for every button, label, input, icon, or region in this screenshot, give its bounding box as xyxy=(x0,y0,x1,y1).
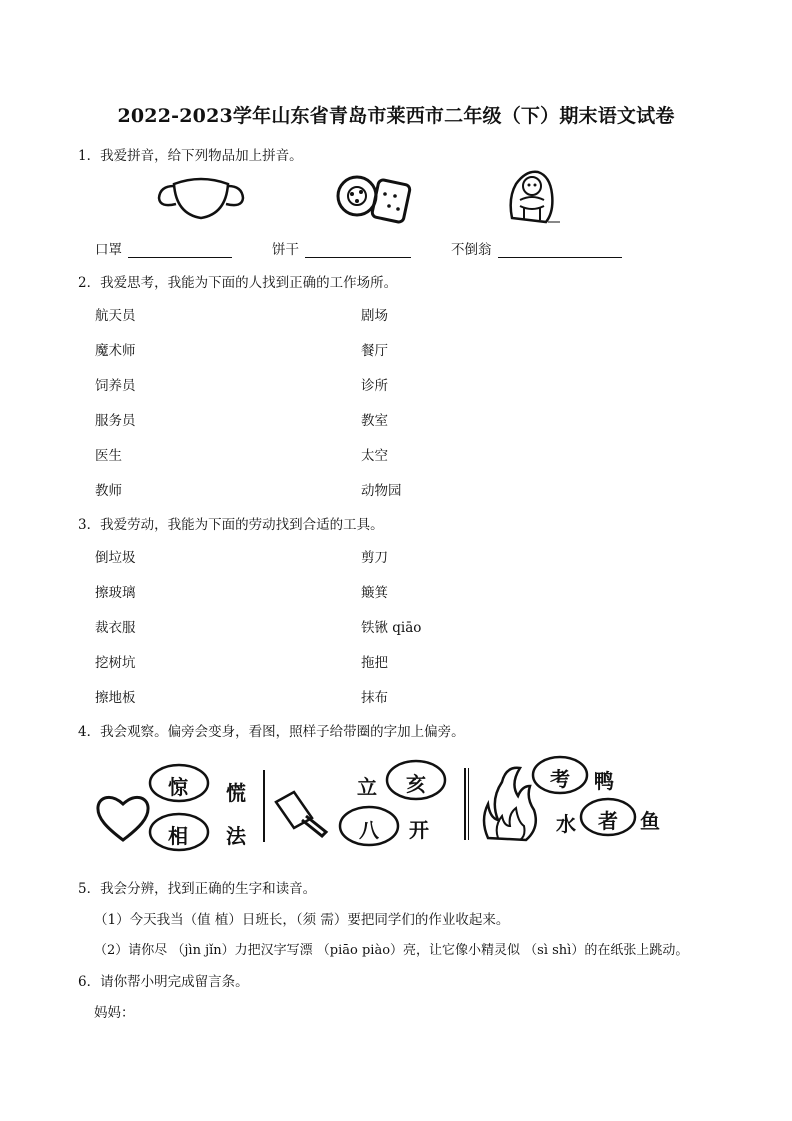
q2-left-item: 饲养员 xyxy=(95,378,136,394)
q2-right-item: 剧场 xyxy=(361,308,388,324)
circled-char: 惊 xyxy=(168,775,188,799)
page-title: 2022-2023学年山东省青岛市莱西市二年级（下）期末语文试卷 xyxy=(117,105,675,127)
q2-right-item: 教室 xyxy=(361,413,388,429)
tumbler-label: 不倒翁 xyxy=(451,238,622,258)
q3-right-item: 剪刀 xyxy=(361,550,388,566)
divider xyxy=(263,770,265,842)
q2-left-item: 服务员 xyxy=(95,413,136,429)
q2-right-item: 动物园 xyxy=(361,483,402,499)
circled-char: 相 xyxy=(168,824,188,848)
q2-right-item: 诊所 xyxy=(361,378,388,394)
circled-char: 八 xyxy=(359,818,379,842)
q3-left-item: 擦玻璃 xyxy=(95,585,136,601)
heart-image xyxy=(95,792,151,848)
divider xyxy=(468,768,469,840)
question-4-prompt: 4．我会观察。偏旁会变身，看图，照样子给带圈的字加上偏旁。 xyxy=(78,724,465,740)
question-5-line-2: （2）请你尽 （jìn jǐn）力把汉字写漂 （piāo piào）亮，让它像小精灵似 （sì shì）的在纸张上跳动。 xyxy=(94,943,689,958)
q3-right-item: 拖把 xyxy=(361,655,388,671)
divider xyxy=(464,768,466,840)
q2-left-item: 魔术师 xyxy=(95,343,136,359)
mask-image xyxy=(156,176,246,222)
q3-right-item: 簸箕 xyxy=(361,585,388,601)
plain-char: 法 xyxy=(226,824,246,848)
q2-right-item: 太空 xyxy=(361,448,388,464)
q2-left-item: 航天员 xyxy=(95,308,136,324)
q3-right-item: 铁锹 qiāo xyxy=(361,620,422,636)
question-3-prompt: 3．我爱劳动，我能为下面的劳动找到合适的工具。 xyxy=(78,517,384,533)
note-greeting: 妈妈： xyxy=(94,1005,135,1021)
q3-left-item: 裁衣服 xyxy=(95,620,136,636)
biscuit-label: 饼干 xyxy=(272,238,411,258)
q3-left-item: 倒垃圾 xyxy=(95,550,136,566)
plain-char: 鱼 xyxy=(640,809,660,833)
biscuit-image xyxy=(335,172,415,224)
question-5-line-1: （1）今天我当（值 植）日班长，（须 需）要把同学们的作业收起来。 xyxy=(94,912,510,928)
question-5-prompt: 5．我会分辨，找到正确的生字和读音。 xyxy=(78,881,317,897)
plain-char: 开 xyxy=(409,818,429,842)
mask-pinyin-blank[interactable] xyxy=(128,243,232,258)
plain-char: 慌 xyxy=(226,781,246,805)
q3-left-item: 擦地板 xyxy=(95,690,136,706)
tumbler-pinyin-blank[interactable] xyxy=(498,243,622,258)
question-6-prompt: 6．请你帮小明完成留言条。 xyxy=(78,974,249,990)
q2-right-item: 餐厅 xyxy=(361,343,388,359)
knife-image xyxy=(272,790,332,844)
q2-left-item: 教师 xyxy=(95,483,122,499)
plain-char: 立 xyxy=(357,775,377,799)
biscuit-pinyin-blank[interactable] xyxy=(305,243,411,258)
plain-char: 水 xyxy=(556,812,576,836)
circled-char: 考 xyxy=(550,767,570,791)
q2-left-item: 医生 xyxy=(95,448,122,464)
q3-right-item: 抹布 xyxy=(361,690,388,706)
question-1-prompt: 1．我爱拼音，给下列物品加上拼音。 xyxy=(78,148,303,164)
q3-left-item: 挖树坑 xyxy=(95,655,136,671)
plain-char: 鸭 xyxy=(594,769,614,793)
tumbler-toy-image xyxy=(504,168,564,228)
mask-label: 口罩 xyxy=(95,238,232,258)
question-2-prompt: 2．我爱思考，我能为下面的人找到正确的工作场所。 xyxy=(78,275,398,291)
circled-char: 者 xyxy=(598,809,618,833)
circled-char: 亥 xyxy=(406,772,426,796)
